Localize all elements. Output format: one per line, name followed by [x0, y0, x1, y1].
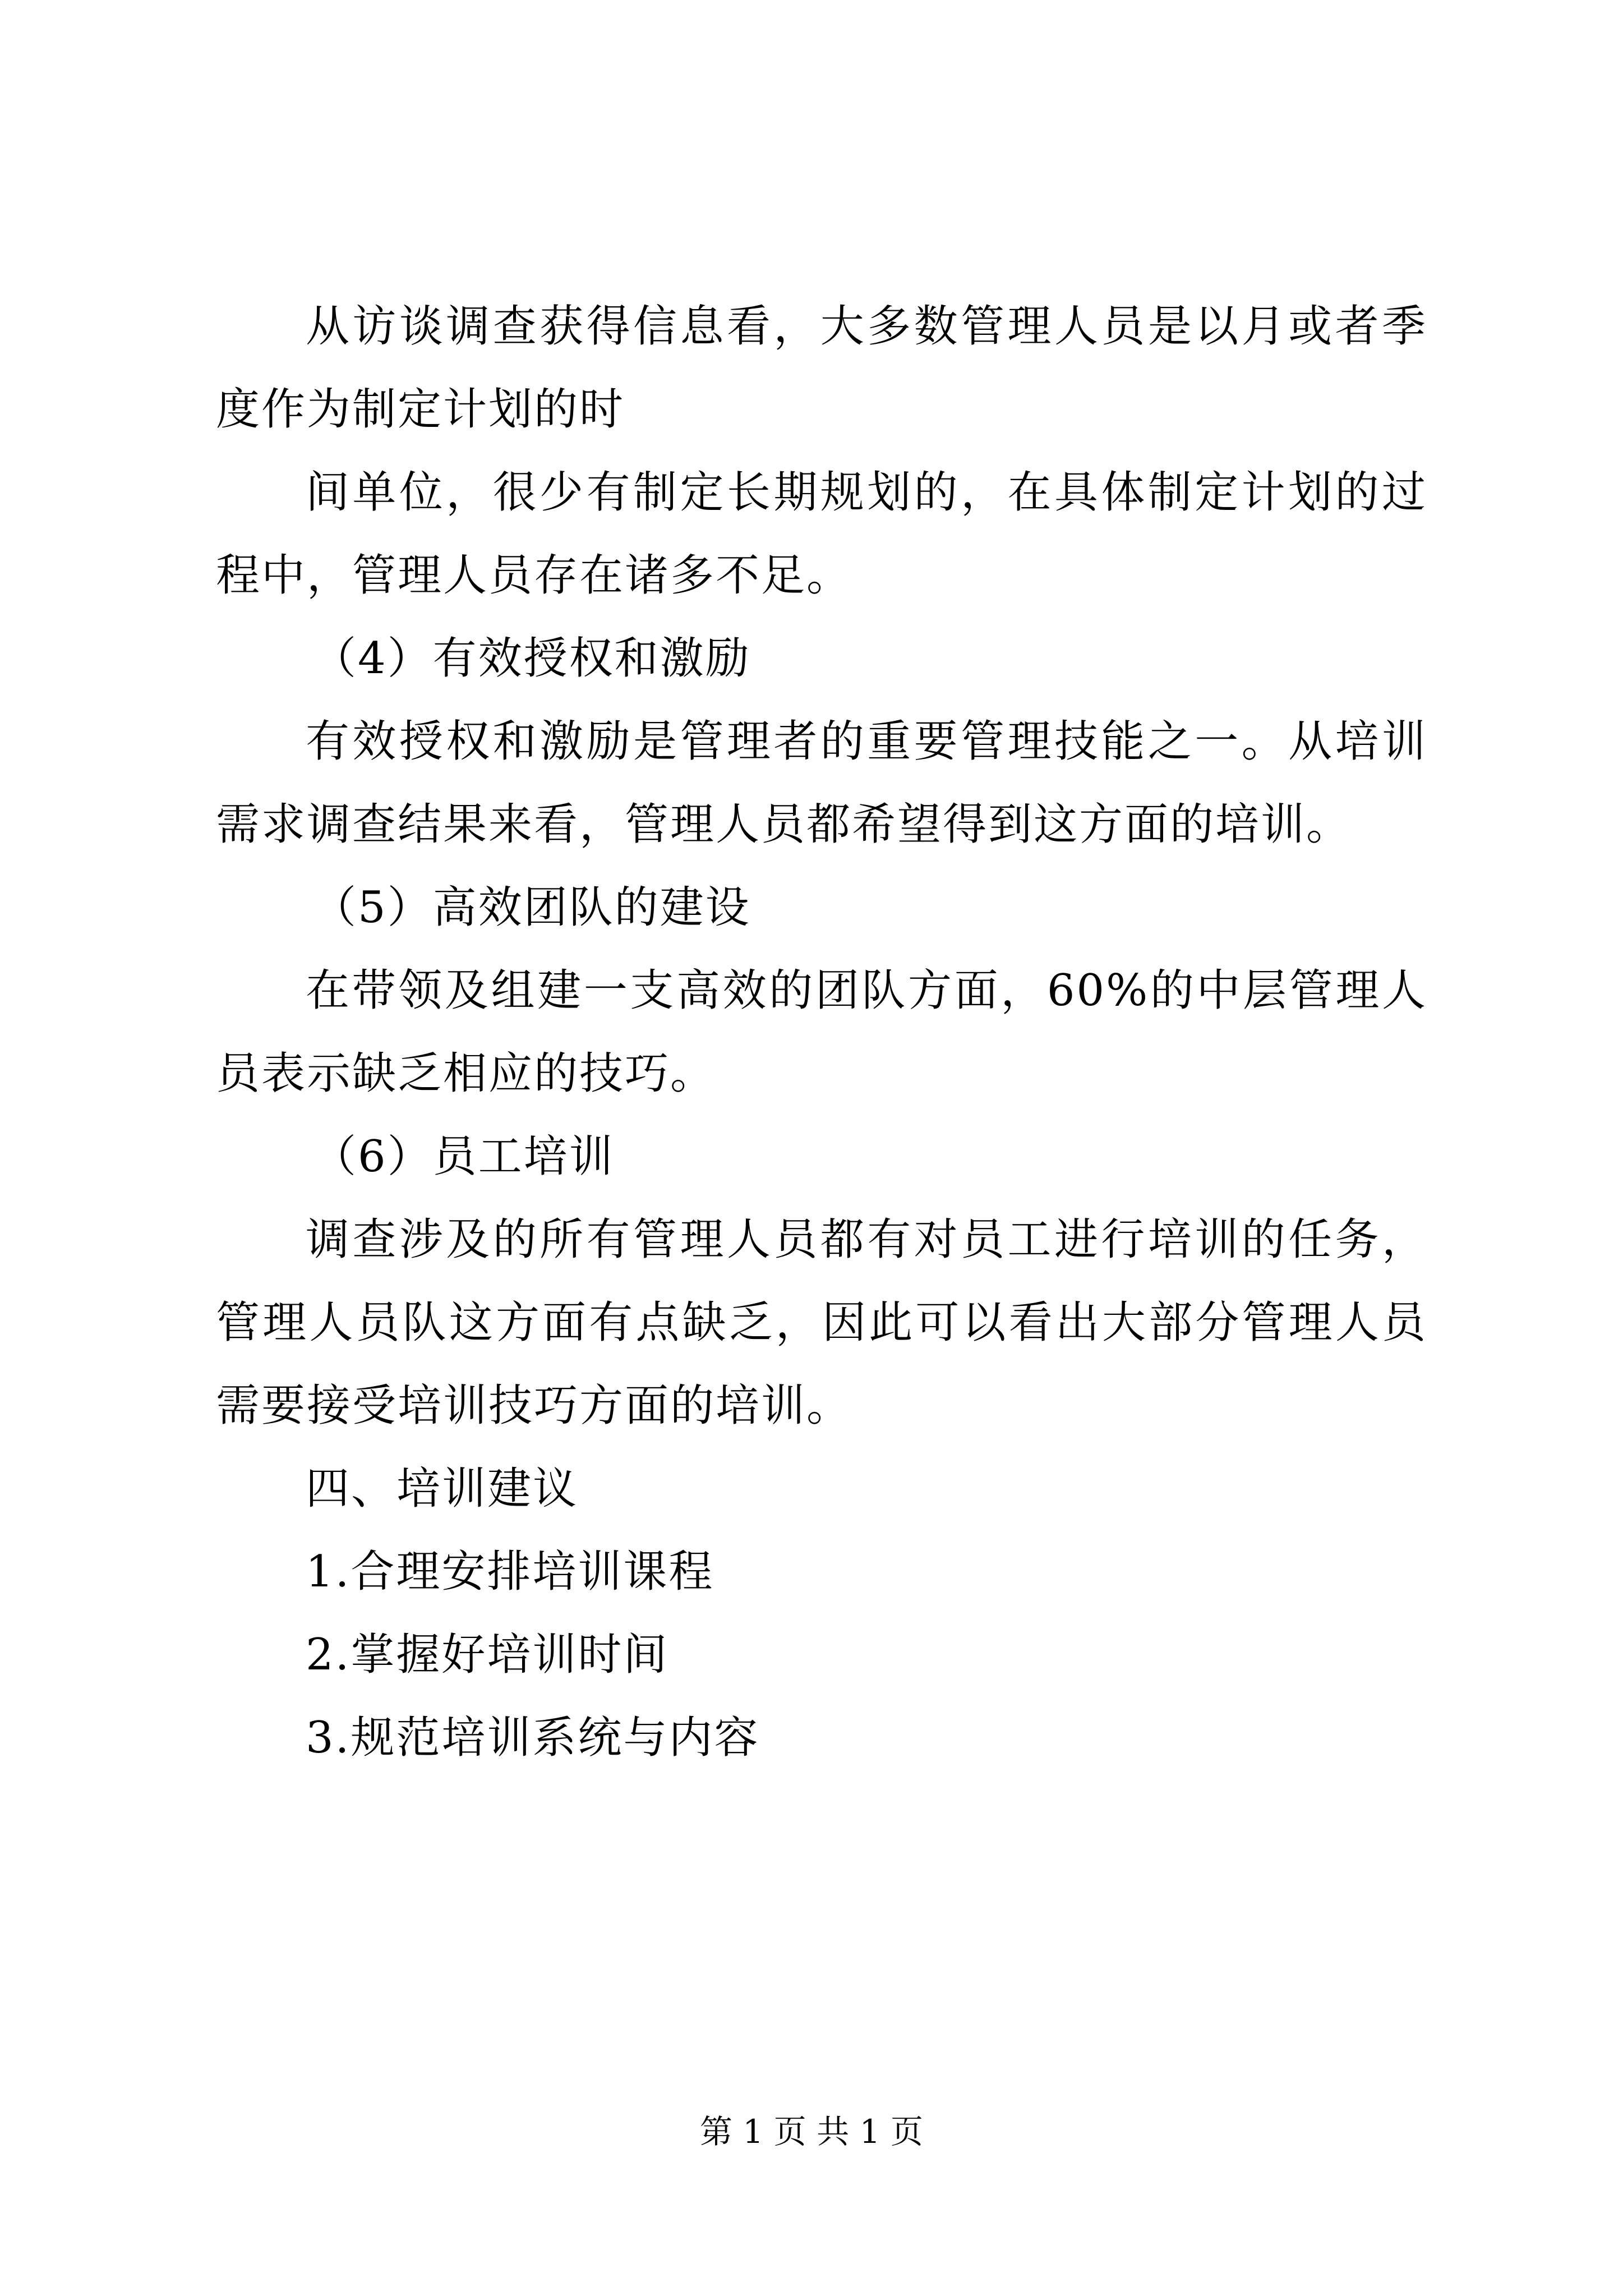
page-footer [0, 2109, 1623, 2154]
list-item-suggestion-2: 2.掌握好培训时间 [306, 1630, 669, 1680]
heading-employee-training: （6）员工培训 [312, 1131, 615, 1182]
paragraph-planning-timeframe: 从访谈调查获得信息看，大多数管理人员是以月或者季度作为制定计划的时 [216, 301, 1427, 435]
list-item-suggestion-1: 1.合理安排培训课程 [306, 1547, 714, 1597]
paragraph-planning-shortcomings: 间单位，很少有制定长期规划的，在具体制定计划的过程中，管理人员存在诸多不足。 [216, 467, 1427, 601]
paragraph-team-building: 在带领及组建一支高效的团队方面，60%的中层管理人员表示缺乏相应的技巧。 [216, 965, 1427, 1099]
heading-delegation-motivation: （4）有效授权和激励 [312, 633, 751, 684]
list-item-suggestion-3: 3.规范培训系统与内容 [306, 1713, 760, 1763]
document-body [216, 285, 1427, 1779]
paragraph-delegation-motivation: 有效授权和激励是管理者的重要管理技能之一。从培训需求调查结果来看，管理人员都希望得到这方面的培训。 [216, 716, 1427, 850]
heading-team-building: （5）高效团队的建设 [312, 882, 751, 933]
page-number-label: 第 1 页 共 1 页 [700, 2113, 923, 2151]
heading-training-suggestions: 四、培训建议 [306, 1464, 579, 1514]
paragraph-employee-training: 调查涉及的所有管理人员都有对员工进行培训的任务，管理人员队这方面有点缺乏，因此可以看出大部分管理人员需要接受培训技巧方面的培训。 [216, 1214, 1427, 1431]
